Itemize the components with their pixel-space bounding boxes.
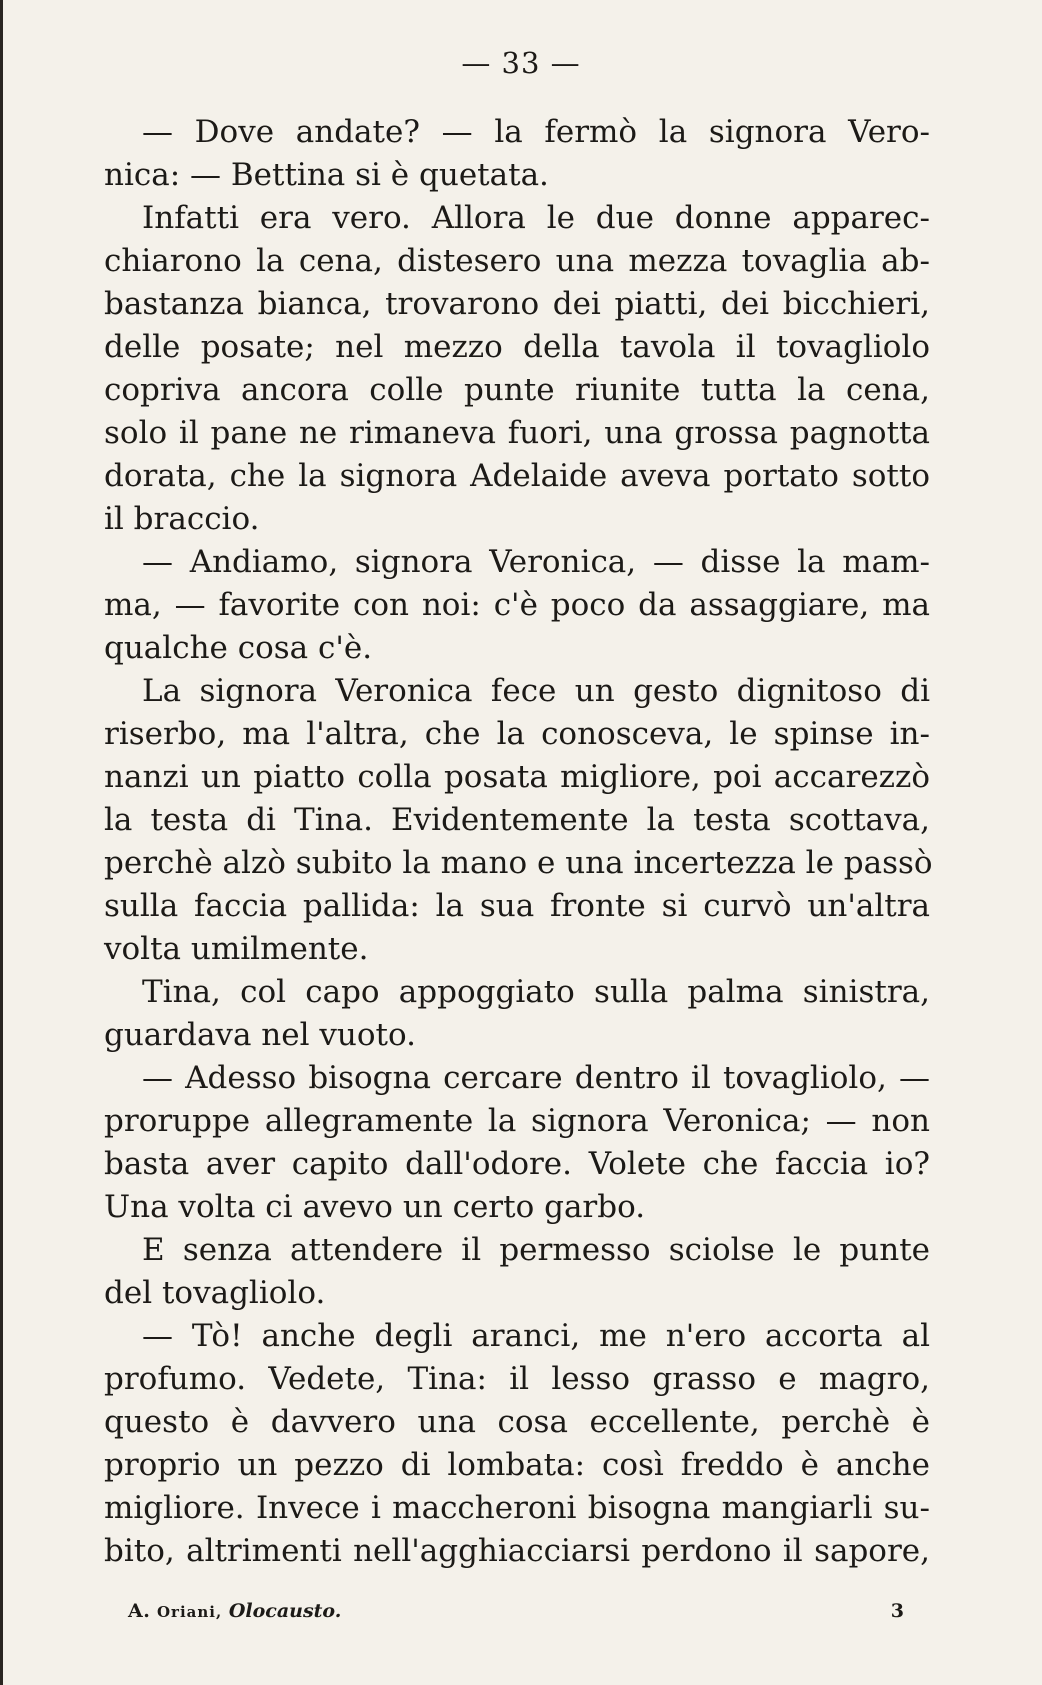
text-line: questo è davvero una cosa eccellente, perchè è xyxy=(104,1404,930,1440)
text-line: delle posate; nel mezzo della tavola il tovagliolo xyxy=(104,329,930,365)
text-line: sulla faccia pallida: la sua fronte si curvò un'altra xyxy=(104,888,930,924)
text-line: ma, — favorite con noi: c'è poco da assaggiare, ma xyxy=(104,587,930,623)
text-line: riserbo, ma l'altra, che la conosceva, le spinse in- xyxy=(104,716,930,752)
text-line: perchè alzò subito la mano e una incertezza le passò xyxy=(104,845,933,881)
body-text xyxy=(104,111,933,1573)
text-line: — Andiamo, signora Veronica, — disse la mam- xyxy=(142,544,930,580)
text-line: qualche cosa c'è. xyxy=(104,630,373,666)
text-line: del tovagliolo. xyxy=(104,1275,326,1311)
page-edge xyxy=(0,0,3,1685)
text-line: chiarono la cena, distesero una mezza tovaglia ab- xyxy=(104,243,930,279)
text-line: basta aver capito dall'odore. Volete che faccia io? xyxy=(104,1146,930,1182)
text-line: Tina, col capo appoggiato sulla palma sinistra, xyxy=(142,974,930,1010)
text-line: — Dove andate? — la fermò la signora Vero- xyxy=(142,114,930,150)
text-line: guardava nel vuoto. xyxy=(104,1017,416,1053)
footer-author-initial: A. xyxy=(128,1600,151,1622)
text-line: — Tò! anche degli aranci, me n'ero accorta al xyxy=(142,1318,930,1354)
text-line: il braccio. xyxy=(104,501,260,537)
text-line: — Adesso bisogna cercare dentro il tovagliolo, — xyxy=(142,1060,930,1096)
page-number: — 33 — xyxy=(461,46,581,80)
text-line: Infatti era vero. Allora le due donne apparec- xyxy=(142,200,930,236)
text-line: proprio un pezzo di lombata: così freddo è anche xyxy=(104,1447,930,1483)
text-line: bito, altrimenti nell'agghiacciarsi perdono il sapore, xyxy=(104,1533,930,1569)
text-line: La signora Veronica fece un gesto dignitoso di xyxy=(142,673,930,709)
footer xyxy=(128,1600,904,1622)
text-line: la testa di Tina. Evidentemente la testa scottava, xyxy=(104,802,930,838)
footer-author-name: Oriani, xyxy=(156,1603,223,1621)
text-line: solo il pane ne rimaneva fuori, una grossa pagnotta xyxy=(104,415,930,451)
text-line: copriva ancora colle punte riunite tutta la cena, xyxy=(104,372,930,408)
text-line: proruppe allegramente la signora Veronica; — non xyxy=(104,1103,930,1139)
text-line: nica: — Bettina si è quetata. xyxy=(104,157,549,193)
footer-book-title: Olocausto. xyxy=(228,1600,342,1622)
footer-signature-mark: 3 xyxy=(890,1600,904,1622)
text-line: E senza attendere il permesso sciolse le punte xyxy=(142,1232,930,1268)
text-line: dorata, che la signora Adelaide aveva portato sotto xyxy=(104,458,930,494)
text-line: bastanza bianca, trovarono dei piatti, dei bicchieri, xyxy=(104,286,930,322)
text-line: migliore. Invece i maccheroni bisogna mangiarli su- xyxy=(104,1490,930,1526)
text-line: Una volta ci avevo un certo garbo. xyxy=(104,1189,646,1225)
text-line: nanzi un piatto colla posata migliore, poi accarezzò xyxy=(104,759,930,795)
text-line: volta umilmente. xyxy=(104,931,369,967)
text-line: profumo. Vedete, Tina: il lesso grasso e magro, xyxy=(104,1361,930,1397)
